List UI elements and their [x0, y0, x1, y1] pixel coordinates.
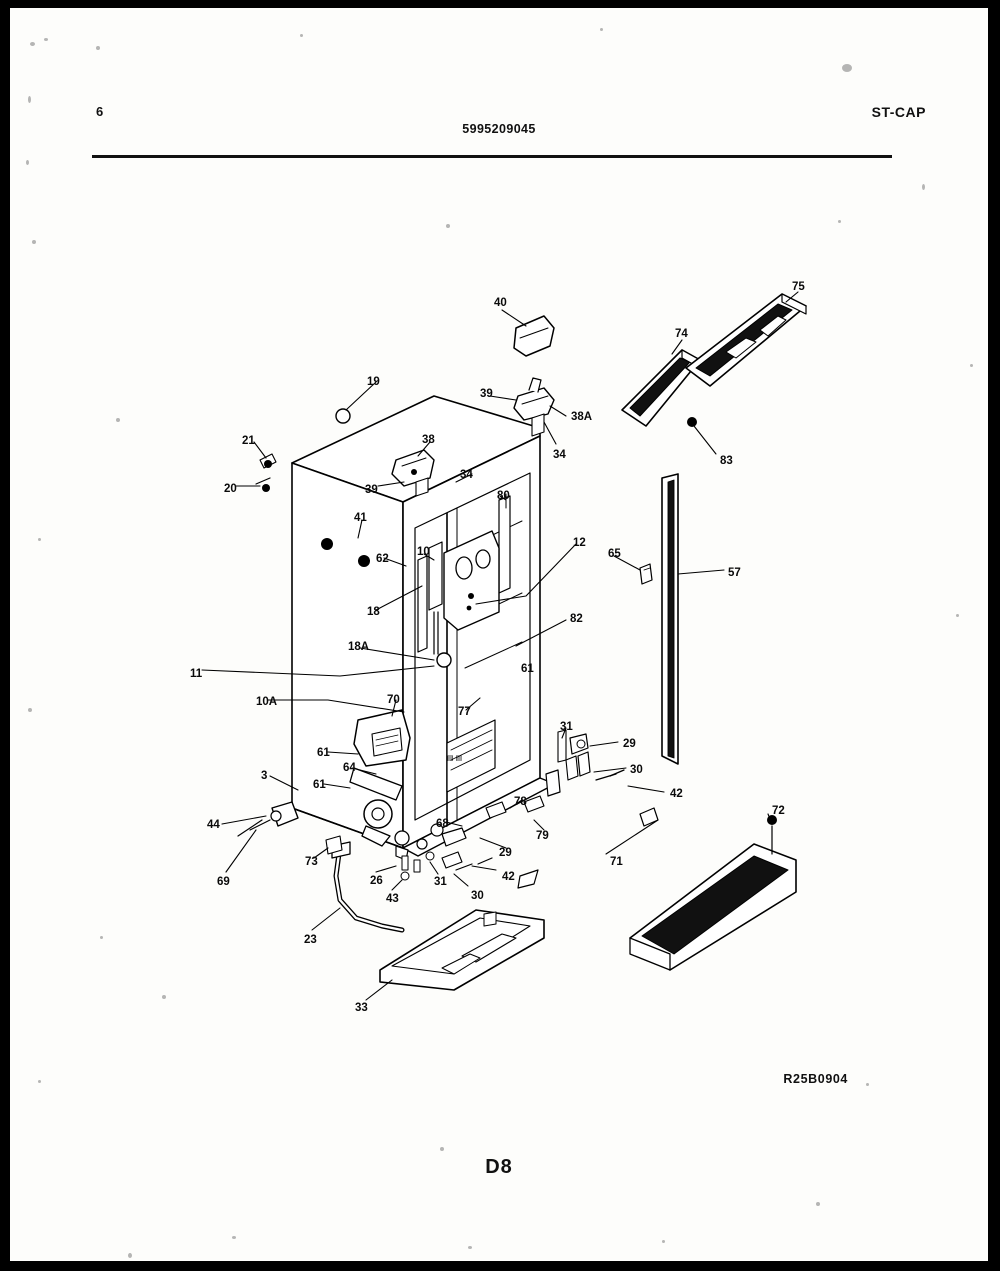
part-callout: 18A: [348, 641, 370, 653]
scan-artifact: [128, 1253, 132, 1258]
part-callout: 62: [376, 553, 389, 565]
part-callout: 61: [317, 747, 330, 759]
part-callout: 33: [355, 1002, 368, 1014]
scan-artifact: [96, 46, 100, 50]
part-callout: 42: [670, 788, 683, 800]
part-callout: 72: [772, 805, 785, 817]
part-callout: 41: [354, 512, 367, 524]
part-callout: 73: [305, 856, 318, 868]
part-callout: 34: [553, 449, 566, 461]
part-callout: 40: [494, 297, 507, 309]
part-callout: 68: [436, 818, 449, 830]
scan-artifact: [100, 936, 103, 939]
scan-artifact: [956, 614, 959, 617]
part-callout: 61: [313, 779, 326, 791]
part-callout: 65: [608, 548, 621, 560]
scan-artifact: [162, 995, 166, 999]
part-callout: 82: [570, 613, 583, 625]
part-callout: 31: [434, 876, 447, 888]
scan-artifact: [842, 64, 852, 72]
model-code: ST-CAP: [871, 104, 926, 120]
scan-artifact: [26, 160, 29, 165]
part-callout: 39: [365, 484, 378, 496]
part-callout: 30: [630, 764, 643, 776]
page-number: 6: [96, 104, 104, 119]
part-callout: 83: [720, 455, 733, 467]
part-callout: 69: [217, 876, 230, 888]
part-callout: 70: [387, 694, 400, 706]
part-callout: 30: [471, 890, 484, 902]
part-callout: 61: [521, 663, 534, 675]
part-callout: 43: [386, 893, 399, 905]
part-callout: 38A: [571, 411, 593, 423]
part-callout: 29: [499, 847, 512, 859]
part-callout: 34: [460, 469, 473, 481]
scan-artifact: [232, 1236, 236, 1239]
part-callout: 38: [422, 434, 435, 446]
part-callout: 19: [367, 376, 380, 388]
part-callout: 64: [343, 762, 356, 774]
part-callout: 29: [623, 738, 636, 750]
sheet-label: D8: [485, 1156, 513, 1178]
part-callout: 3: [261, 770, 268, 782]
scan-artifact: [446, 224, 450, 228]
part-callout: 31: [560, 721, 573, 733]
scan-artifact: [600, 28, 603, 31]
scan-artifact: [838, 220, 841, 223]
scan-artifact: [38, 1080, 41, 1083]
part-callout: 18: [367, 606, 380, 618]
part-callout: 11: [190, 668, 203, 680]
scan-artifact: [300, 34, 303, 37]
part-callout: 80: [497, 490, 510, 502]
scan-artifact: [116, 418, 120, 422]
scan-artifact: [30, 42, 35, 46]
scan-artifact: [440, 1147, 444, 1151]
part-callout: 39: [480, 388, 493, 400]
part-callout: 10: [417, 546, 430, 558]
document-number: 5995209045: [462, 122, 536, 136]
part-callout: 44: [207, 819, 220, 831]
part-callout: 78: [514, 796, 527, 808]
scan-artifact: [922, 184, 925, 190]
part-callout: 74: [675, 328, 688, 340]
scan-artifact: [970, 364, 973, 367]
part-callout: 10A: [256, 696, 278, 708]
scan-artifact: [28, 708, 32, 712]
part-callout: 21: [242, 435, 255, 447]
part-callout: 79: [536, 830, 549, 842]
catalog-page: [10, 8, 988, 1261]
scan-artifact: [38, 538, 41, 541]
svg-text:▤ ▤: ▤ ▤: [447, 755, 463, 762]
part-callout: 71: [610, 856, 623, 868]
part-callout: 12: [573, 537, 586, 549]
drawing-code: R25B0904: [783, 1072, 848, 1086]
scan-artifact: [816, 1202, 820, 1206]
part-callout: 23: [304, 934, 317, 946]
part-callout: 20: [224, 483, 237, 495]
scan-artifact: [468, 1246, 472, 1249]
part-callout: 42: [502, 871, 515, 883]
scan-artifact: [866, 1083, 869, 1086]
part-callout: 77: [458, 706, 471, 718]
scan-artifact: [662, 1240, 665, 1243]
scan-artifact: [32, 240, 36, 244]
scan-artifact: [28, 96, 31, 103]
scan-artifact: [44, 38, 48, 41]
part-callout: 57: [728, 567, 741, 579]
part-callout: 26: [370, 875, 383, 887]
part-callout: 75: [792, 281, 805, 293]
